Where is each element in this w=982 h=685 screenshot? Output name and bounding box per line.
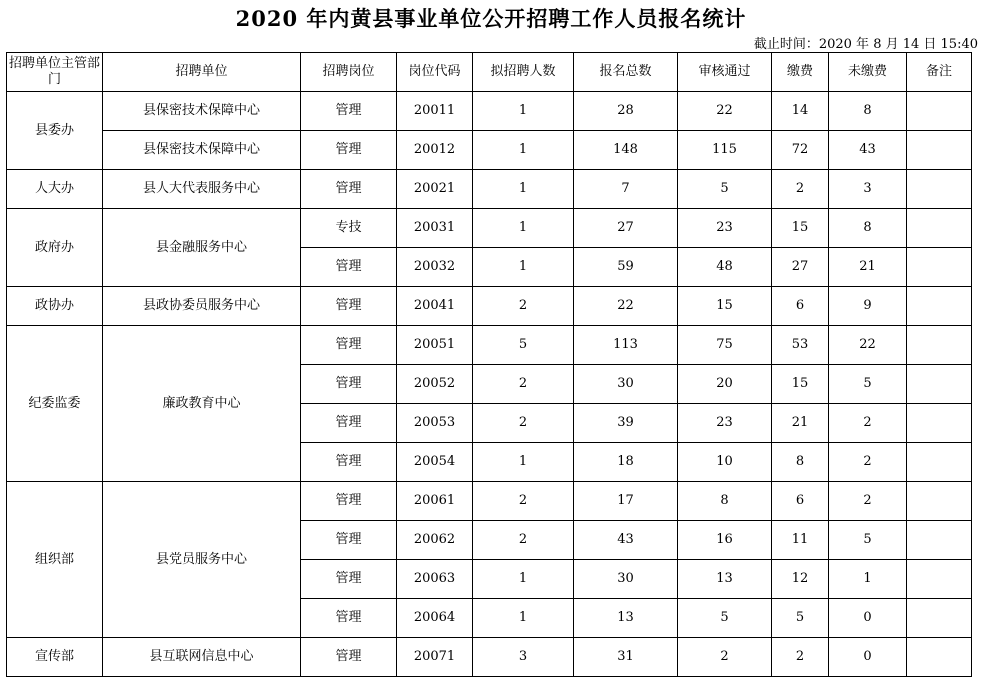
paid-cell: 6 (772, 287, 829, 326)
post-cell: 管理 (301, 131, 397, 170)
post-cell: 管理 (301, 443, 397, 482)
unit-cell: 县党员服务中心 (103, 482, 301, 638)
unpaid-cell: 43 (829, 131, 907, 170)
remark-cell (907, 560, 972, 599)
header-unpaid: 未缴费 (829, 53, 907, 92)
table-row (7, 482, 972, 521)
plan-cell: 2 (473, 287, 574, 326)
code-cell: 20063 (397, 560, 473, 599)
unpaid-cell: 21 (829, 248, 907, 287)
code-cell: 20062 (397, 521, 473, 560)
passed-cell: 13 (678, 560, 772, 599)
header-post: 招聘岗位 (301, 53, 397, 92)
remark-cell (907, 131, 972, 170)
table-row (7, 326, 972, 365)
plan-cell: 2 (473, 521, 574, 560)
plan-cell: 1 (473, 209, 574, 248)
unit-cell: 县人大代表服务中心 (103, 170, 301, 209)
paid-cell: 8 (772, 443, 829, 482)
total-cell: 113 (574, 326, 678, 365)
dept-cell: 县委办 (7, 92, 103, 170)
paid-cell: 2 (772, 638, 829, 677)
total-cell: 17 (574, 482, 678, 521)
code-cell: 20053 (397, 404, 473, 443)
unpaid-cell: 2 (829, 482, 907, 521)
total-cell: 30 (574, 560, 678, 599)
table-row (7, 170, 972, 209)
total-cell: 18 (574, 443, 678, 482)
table-header-row (7, 53, 972, 92)
paid-cell: 53 (772, 326, 829, 365)
plan-cell: 2 (473, 365, 574, 404)
passed-cell: 48 (678, 248, 772, 287)
unit-cell: 县政协委员服务中心 (103, 287, 301, 326)
plan-cell: 1 (473, 131, 574, 170)
plan-cell: 1 (473, 248, 574, 287)
post-cell: 管理 (301, 560, 397, 599)
remark-cell (907, 170, 972, 209)
passed-cell: 8 (678, 482, 772, 521)
table-row (7, 92, 972, 131)
total-cell: 31 (574, 638, 678, 677)
page-title: 2020 年内黄县事业单位公开招聘工作人员报名统计 (235, 6, 747, 31)
passed-cell: 2 (678, 638, 772, 677)
registration-table (6, 52, 972, 677)
post-cell: 管理 (301, 521, 397, 560)
unpaid-cell: 22 (829, 326, 907, 365)
plan-cell: 2 (473, 404, 574, 443)
total-cell: 27 (574, 209, 678, 248)
unpaid-cell: 8 (829, 92, 907, 131)
unpaid-cell: 2 (829, 443, 907, 482)
total-cell: 28 (574, 92, 678, 131)
header-dept: 招聘单位主管部门 (7, 53, 103, 92)
code-cell: 20021 (397, 170, 473, 209)
dept-cell: 宣传部 (7, 638, 103, 677)
code-cell: 20052 (397, 365, 473, 404)
header-passed: 审核通过 (678, 53, 772, 92)
cutoff-time: 截止时间：2020 年 8 月 14 日 15:40 (753, 37, 978, 52)
code-cell: 20061 (397, 482, 473, 521)
passed-cell: 20 (678, 365, 772, 404)
code-cell: 20032 (397, 248, 473, 287)
total-cell: 148 (574, 131, 678, 170)
dept-cell: 政协办 (7, 287, 103, 326)
paid-cell: 11 (772, 521, 829, 560)
passed-cell: 115 (678, 131, 772, 170)
unpaid-cell: 3 (829, 170, 907, 209)
paid-cell: 2 (772, 170, 829, 209)
code-cell: 20031 (397, 209, 473, 248)
plan-cell: 1 (473, 560, 574, 599)
unpaid-cell: 2 (829, 404, 907, 443)
unpaid-cell: 8 (829, 209, 907, 248)
unpaid-cell: 0 (829, 638, 907, 677)
plan-cell: 1 (473, 170, 574, 209)
passed-cell: 75 (678, 326, 772, 365)
post-cell: 管理 (301, 287, 397, 326)
code-cell: 20012 (397, 131, 473, 170)
paid-cell: 12 (772, 560, 829, 599)
unit-cell: 县保密技术保障中心 (103, 92, 301, 131)
plan-cell: 1 (473, 92, 574, 131)
unpaid-cell: 9 (829, 287, 907, 326)
code-cell: 20051 (397, 326, 473, 365)
post-cell: 管理 (301, 599, 397, 638)
header-remark: 备注 (907, 53, 972, 92)
remark-cell (907, 209, 972, 248)
unit-cell: 廉政教育中心 (103, 326, 301, 482)
total-cell: 59 (574, 248, 678, 287)
paid-cell: 15 (772, 209, 829, 248)
paid-cell: 21 (772, 404, 829, 443)
passed-cell: 5 (678, 599, 772, 638)
total-cell: 7 (574, 170, 678, 209)
plan-cell: 2 (473, 482, 574, 521)
header-unit: 招聘单位 (103, 53, 301, 92)
passed-cell: 10 (678, 443, 772, 482)
header-plan: 拟招聘人数 (473, 53, 574, 92)
unit-cell: 县互联网信息中心 (103, 638, 301, 677)
plan-cell: 1 (473, 443, 574, 482)
dept-cell: 纪委监委 (7, 326, 103, 482)
code-cell: 20041 (397, 287, 473, 326)
remark-cell (907, 599, 972, 638)
code-cell: 20054 (397, 443, 473, 482)
total-cell: 39 (574, 404, 678, 443)
passed-cell: 23 (678, 209, 772, 248)
post-cell: 管理 (301, 170, 397, 209)
total-cell: 30 (574, 365, 678, 404)
passed-cell: 5 (678, 170, 772, 209)
passed-cell: 22 (678, 92, 772, 131)
remark-cell (907, 365, 972, 404)
passed-cell: 15 (678, 287, 772, 326)
remark-cell (907, 482, 972, 521)
header-code: 岗位代码 (397, 53, 473, 92)
remark-cell (907, 521, 972, 560)
code-cell: 20071 (397, 638, 473, 677)
dept-cell: 人大办 (7, 170, 103, 209)
plan-cell: 1 (473, 599, 574, 638)
table-row (7, 287, 972, 326)
post-cell: 管理 (301, 365, 397, 404)
paid-cell: 15 (772, 365, 829, 404)
passed-cell: 16 (678, 521, 772, 560)
unit-cell: 县金融服务中心 (103, 209, 301, 287)
plan-cell: 3 (473, 638, 574, 677)
plan-cell: 5 (473, 326, 574, 365)
paid-cell: 72 (772, 131, 829, 170)
paid-cell: 14 (772, 92, 829, 131)
header-paid: 缴费 (772, 53, 829, 92)
remark-cell (907, 638, 972, 677)
dept-cell: 政府办 (7, 209, 103, 287)
remark-cell (907, 287, 972, 326)
table-row (7, 131, 972, 170)
passed-cell: 23 (678, 404, 772, 443)
paid-cell: 6 (772, 482, 829, 521)
total-cell: 43 (574, 521, 678, 560)
total-cell: 22 (574, 287, 678, 326)
post-cell: 管理 (301, 482, 397, 521)
post-cell: 管理 (301, 248, 397, 287)
remark-cell (907, 248, 972, 287)
paid-cell: 27 (772, 248, 829, 287)
unpaid-cell: 1 (829, 560, 907, 599)
post-cell: 专技 (301, 209, 397, 248)
code-cell: 20064 (397, 599, 473, 638)
unit-cell: 县保密技术保障中心 (103, 131, 301, 170)
table-row (7, 638, 972, 677)
remark-cell (907, 326, 972, 365)
post-cell: 管理 (301, 404, 397, 443)
remark-cell (907, 404, 972, 443)
unpaid-cell: 0 (829, 599, 907, 638)
total-cell: 13 (574, 599, 678, 638)
paid-cell: 5 (772, 599, 829, 638)
post-cell: 管理 (301, 92, 397, 131)
header-total: 报名总数 (574, 53, 678, 92)
dept-cell: 组织部 (7, 482, 103, 638)
post-cell: 管理 (301, 638, 397, 677)
unpaid-cell: 5 (829, 365, 907, 404)
remark-cell (907, 92, 972, 131)
remark-cell (907, 443, 972, 482)
code-cell: 20011 (397, 92, 473, 131)
post-cell: 管理 (301, 326, 397, 365)
unpaid-cell: 5 (829, 521, 907, 560)
table-row (7, 209, 972, 248)
